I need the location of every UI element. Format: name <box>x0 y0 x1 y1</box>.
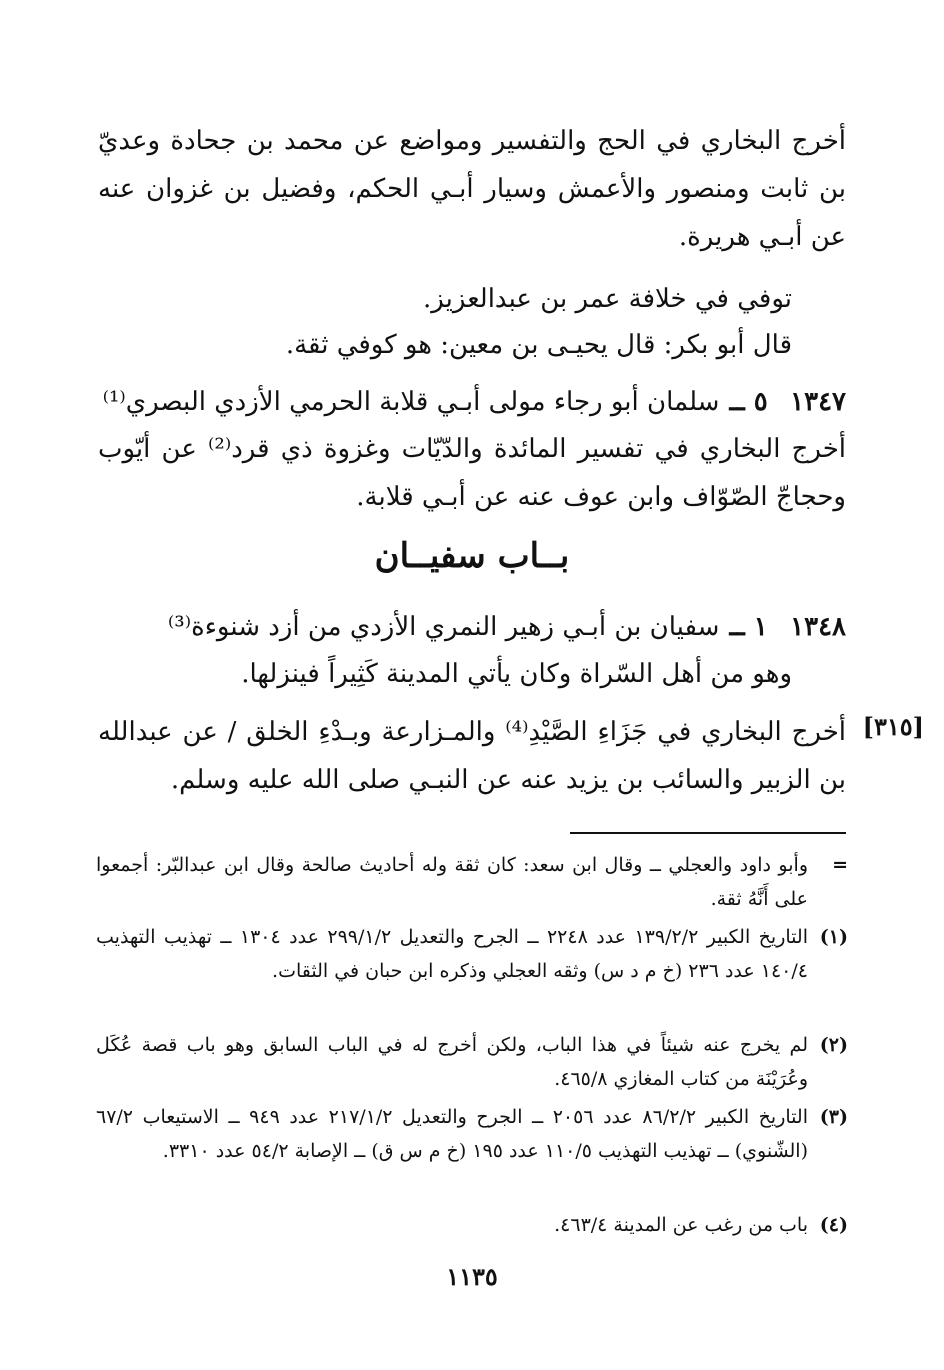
footnote-text: باب من رغب عن المدينة ٤٦٣/٤. <box>554 1214 808 1236</box>
footnote-text: التاريخ الكبير ١٣٩/٢/٢ عدد ٢٢٤٨ ــ الجرح والتعديل ٢٩٩/١/٢ عدد ١٣٠٤ ــ تهذيب التهذيب ١٤٠/٤ عدد ٢٣٦ (خ م د س) وثقه العجلي وذكره ابن حبان في الثقات. <box>96 926 808 982</box>
paragraph-bukhari-sayd: أخرج البخاري في جَزَاءِ الصَّيْدِ⁽⁴⁾ والمـزارعة وبـدْءِ الخلق / عن عبدالله بن الزبير والسائب بن يزيد عنه عن النبـي صلى الله عليه وسلم. <box>98 717 847 795</box>
footnote-continuation <box>96 848 848 916</box>
entry-number: ١٣٤٨ <box>790 612 846 642</box>
entry-number: ١٣٤٧ <box>790 387 846 417</box>
footnote-1 <box>96 920 848 988</box>
entry-1348 <box>86 603 846 651</box>
footnote-separator <box>570 832 846 834</box>
footnote-4 <box>96 1208 848 1242</box>
footnote-mark: (١) <box>819 926 848 948</box>
footnote-mark: (٢) <box>819 1034 848 1056</box>
footnote-mark: = <box>832 854 848 876</box>
margin-reference: [٣١٥] <box>862 712 924 741</box>
footnote-2 <box>96 1028 848 1096</box>
entry-sub-number: ٥ ــ <box>729 387 768 417</box>
entry-title: سفيان بن أبـي زهير النمري الأزدي من أزد شنوءة⁽³⁾ <box>167 612 720 642</box>
footnote-text: وأبو داود والعجلي ــ وقال ابن سعد: كان ثقة وله أحاديث صالحة وقال ابن عبدالبّر: أجمعوا على أَنَّهُ ثقة. <box>96 854 808 910</box>
footnote-text: لم يخرج عنه شيئاً في هذا الباب، ولكن أخرج له في الباب السابق وهو باب قصة عُكَل وعُرَيْنَة من كتاب المغازي ٤٦٥/٨. <box>96 1034 808 1090</box>
footnote-3 <box>96 1100 848 1168</box>
paragraph-abu-bakr-quote: قال أبو بكر: قال يحيـى بن معين: هو كوفي ثقة. <box>285 330 792 360</box>
chapter-heading: بــاب سفيــان <box>374 536 570 576</box>
footnote-mark: (٣) <box>819 1106 848 1128</box>
entry-title: سلمان أبو رجاء مولى أبـي قلابة الحرمي الأزدي البصري⁽¹⁾ <box>102 387 720 417</box>
footnote-mark: (٤) <box>819 1214 848 1236</box>
page-number: ١١٣٥ <box>446 1262 498 1291</box>
paragraph-sarat: وهو من أهل السّراة وكان يأتي المدينة كَثِيراً فينزلها. <box>241 659 792 689</box>
paragraph-bukhari-jihada: أخرج البخاري في الحج والتفسير ومواضع عن محمد بن جحادة وعديّ بن ثابت ومنصور والأعمش وسيار أبـي الحكم، وفضيل بن غزوان عنه عن أبـي هريرة. <box>98 126 846 252</box>
paragraph-bukhari-maida: أخرج البخاري في تفسير المائدة والدّيّات وغزوة ذي قرد⁽²⁾ عن أيّوب وحجاجّ الصّوّاف وابن عوف عنه عن أبـي قلابة. <box>98 434 847 512</box>
footnote-text: التاريخ الكبير ٨٦/٢/٢ عدد ٢٠٥٦ ــ الجرح والتعديل ٢١٧/١/٢ عدد ٩٤٩ ــ الاستيعاب ٦٧/٢ (الشّنوي) ــ تهذيب التهذيب ١١٠/٥ عدد ١٩٥ (خ م س ق) ــ الإصابة ٥٤/٢ عدد ٣٣١٠. <box>96 1106 808 1162</box>
entry-sub-number: ١ ــ <box>729 612 768 642</box>
paragraph-death-note: توفي في خلافة عمر بن عبدالعزيز. <box>423 284 792 314</box>
entry-1347 <box>86 378 846 426</box>
